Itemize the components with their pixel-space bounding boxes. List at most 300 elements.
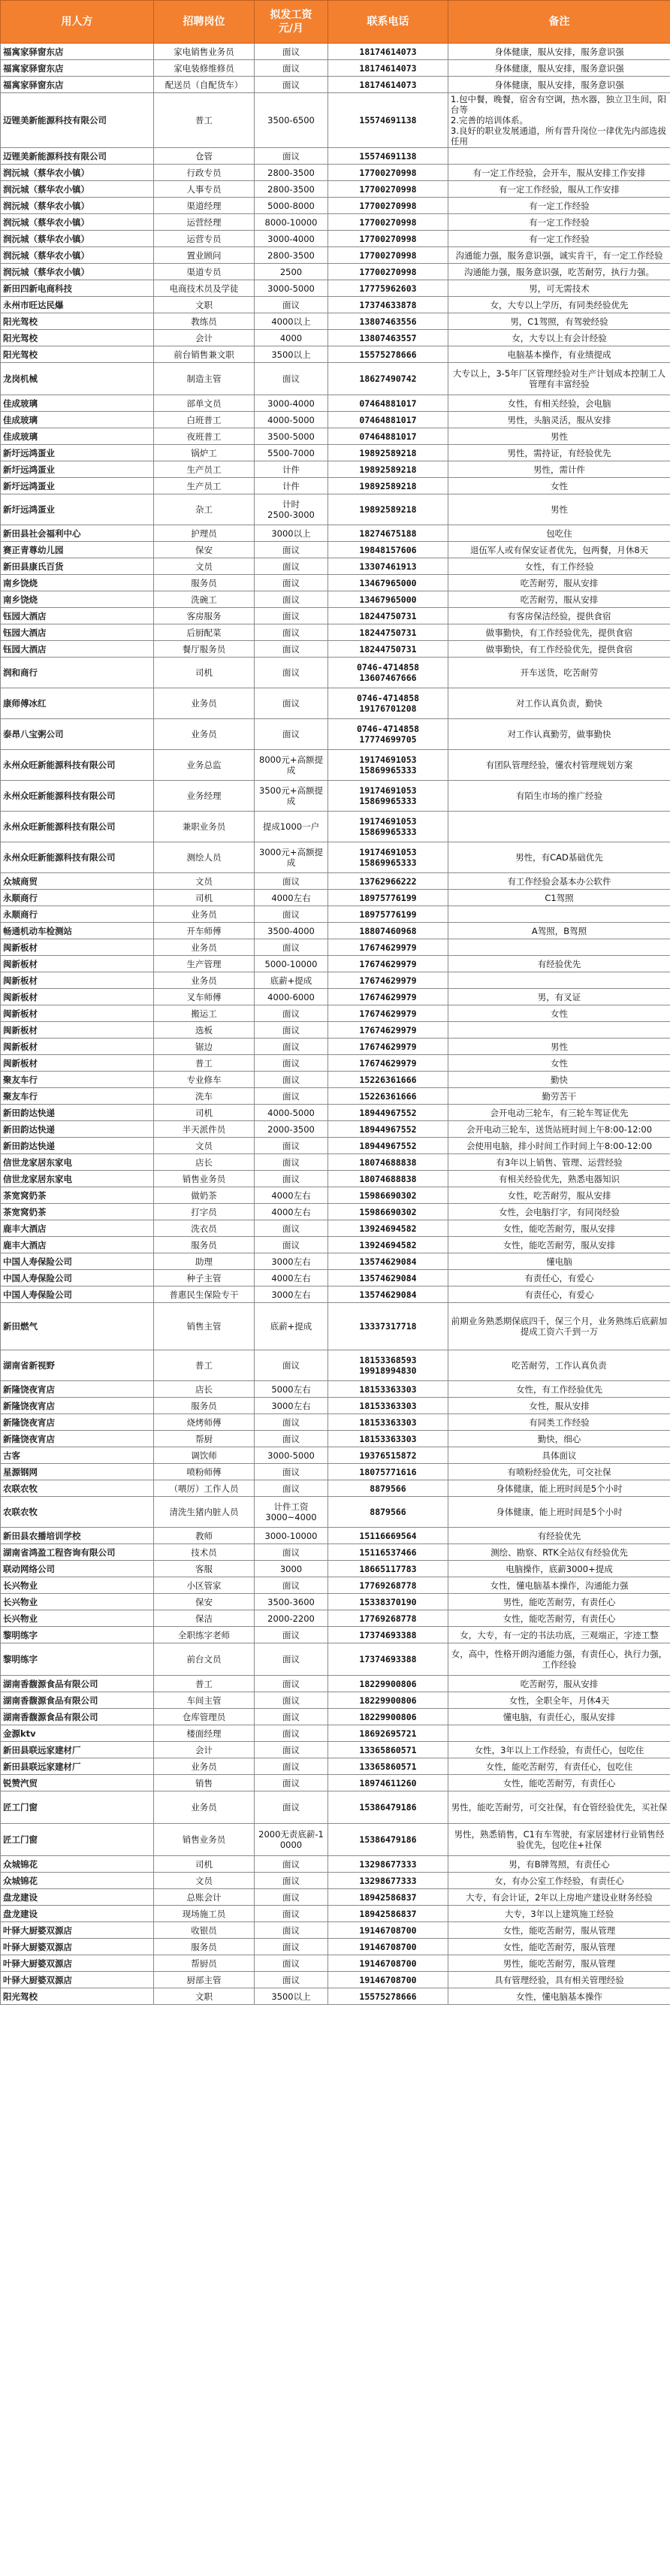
salary-cell: 面议 bbox=[255, 1676, 328, 1692]
salary-cell: 面议 bbox=[255, 906, 328, 923]
table-row bbox=[1, 1742, 670, 1758]
table-row bbox=[1, 1381, 670, 1398]
position-cell: 业务员 bbox=[154, 1791, 255, 1824]
table-row bbox=[1, 1237, 670, 1253]
table-row bbox=[1, 198, 670, 214]
phone-cell: 07464881017 bbox=[328, 428, 448, 445]
phone-cell: 15386479186 bbox=[328, 1824, 448, 1856]
position-cell: 普工 bbox=[154, 1055, 255, 1072]
phone-cell: 18153363303 bbox=[328, 1398, 448, 1414]
position-cell: 生产员工 bbox=[154, 461, 255, 478]
phone-cell: 18692695721 bbox=[328, 1725, 448, 1742]
employer-cell: 迈锂美新能源科技有限公司 bbox=[1, 148, 154, 165]
header-row bbox=[1, 1, 670, 44]
phone-cell: 18975776199 bbox=[328, 906, 448, 923]
position-cell: 运营专员 bbox=[154, 231, 255, 247]
phone-cell: 15986690302 bbox=[328, 1187, 448, 1204]
position-cell: 仓管 bbox=[154, 148, 255, 165]
position-cell: 服务员 bbox=[154, 1398, 255, 1414]
position-cell: 前台文员 bbox=[154, 1643, 255, 1676]
salary-cell: 2800-3500 bbox=[255, 247, 328, 264]
employer-cell: 佳成玻璃 bbox=[1, 395, 154, 412]
phone-cell: 13365860571 bbox=[328, 1742, 448, 1758]
employer-cell: 新田四新电商科技 bbox=[1, 280, 154, 297]
salary-cell: 面议 bbox=[255, 77, 328, 93]
salary-cell: 面议 bbox=[255, 1138, 328, 1154]
salary-cell: 面议 bbox=[255, 1906, 328, 1922]
phone-cell: 19376515872 bbox=[328, 1447, 448, 1464]
table-row bbox=[1, 478, 670, 494]
phone-cell: 13298677333 bbox=[328, 1873, 448, 1889]
employer-cell: 新隆饶夜宵店 bbox=[1, 1381, 154, 1398]
salary-cell: 面议 bbox=[255, 363, 328, 395]
note-cell: 女性，能吃苦耐劳，服从管理 bbox=[448, 1939, 670, 1955]
phone-cell: 17700270998 bbox=[328, 231, 448, 247]
header-note: 备注 bbox=[448, 1, 670, 44]
note-cell: 男性，能吃苦耐劳，有责任心 bbox=[448, 1594, 670, 1610]
position-cell: 帮厨员 bbox=[154, 1955, 255, 1972]
salary-cell: 3500以上 bbox=[255, 1988, 328, 2005]
phone-cell: 19146708700 bbox=[328, 1922, 448, 1939]
phone-cell: 17674629979 bbox=[328, 1022, 448, 1039]
employer-cell: 佳成玻璃 bbox=[1, 412, 154, 428]
table-row bbox=[1, 1906, 670, 1922]
note-cell: 男性 bbox=[448, 494, 670, 525]
employer-cell: 新田韵达快递 bbox=[1, 1121, 154, 1138]
salary-cell: 面议 bbox=[255, 1431, 328, 1447]
employer-cell: 永州众旺新能源科技有限公司 bbox=[1, 781, 154, 812]
phone-cell: 19146708700 bbox=[328, 1955, 448, 1972]
table-row bbox=[1, 781, 670, 812]
note-cell: 有团队管理经验，懂农村管理规划方案 bbox=[448, 750, 670, 781]
note-cell: 前期业务熟悉期保底四千，保三个月，业务熟练后底薪加提成工资六千到一万 bbox=[448, 1303, 670, 1350]
employer-cell: 阳光驾校 bbox=[1, 330, 154, 346]
employer-cell: 畅通机动车检测站 bbox=[1, 923, 154, 939]
note-cell: 男性 bbox=[448, 1039, 670, 1055]
position-cell: 收银员 bbox=[154, 1922, 255, 1939]
employer-cell: 众城锦花 bbox=[1, 1856, 154, 1873]
note-cell bbox=[448, 1725, 670, 1742]
position-cell: 半天派件员 bbox=[154, 1121, 255, 1138]
employer-cell: 永顺商行 bbox=[1, 906, 154, 923]
table-row bbox=[1, 93, 670, 148]
header-salary: 拟发工资 元/月 bbox=[255, 1, 328, 44]
phone-cell: 17374633878 bbox=[328, 297, 448, 313]
employer-cell: 新圩远鸿蛋业 bbox=[1, 461, 154, 478]
salary-cell: 面议 bbox=[255, 1643, 328, 1676]
note-cell: 身体健康，服从安排，服务意识强 bbox=[448, 60, 670, 77]
note-cell: 女性，能吃苦耐劳，有责任心 bbox=[448, 1610, 670, 1627]
note-cell: 电脑操作，底薪3000+提成 bbox=[448, 1561, 670, 1577]
employer-cell: 闽新板材 bbox=[1, 1055, 154, 1072]
employer-cell: 中国人寿保险公司 bbox=[1, 1270, 154, 1286]
position-cell: 现场施工员 bbox=[154, 1906, 255, 1922]
position-cell: 洗衣员 bbox=[154, 1220, 255, 1237]
note-cell: 做事勤快，有工作经验优先，提供食宿 bbox=[448, 641, 670, 658]
table-row bbox=[1, 1627, 670, 1643]
position-cell: 总账会计 bbox=[154, 1889, 255, 1906]
note-cell: 有陌生市场的推广经验 bbox=[448, 781, 670, 812]
position-cell: 普工 bbox=[154, 1676, 255, 1692]
employer-cell: 新隆饶夜宵店 bbox=[1, 1414, 154, 1431]
salary-cell: 5000左右 bbox=[255, 1381, 328, 1398]
phone-cell: 18229900806 bbox=[328, 1709, 448, 1725]
note-cell bbox=[448, 906, 670, 923]
note-cell: 女性，吃苦耐劳，服从安排 bbox=[448, 1187, 670, 1204]
salary-cell: 面议 bbox=[255, 1154, 328, 1171]
table-row bbox=[1, 1154, 670, 1171]
note-cell: 懂电脑，有责任心，服从安排 bbox=[448, 1709, 670, 1725]
table-row bbox=[1, 1643, 670, 1676]
position-cell: 教练员 bbox=[154, 313, 255, 330]
note-cell: 女性，懂电脑基本操作，沟通能力强 bbox=[448, 1577, 670, 1594]
employer-cell: 新圩远鸿蛋业 bbox=[1, 494, 154, 525]
employer-cell: 新田县联远家建材厂 bbox=[1, 1758, 154, 1775]
table-row bbox=[1, 1303, 670, 1350]
table-row bbox=[1, 972, 670, 989]
note-cell: 有经验优先 bbox=[448, 956, 670, 972]
position-cell: 店长 bbox=[154, 1381, 255, 1398]
note-cell: 女，大专以上学历，有同类经验优先 bbox=[448, 297, 670, 313]
position-cell: 后厨配菜 bbox=[154, 624, 255, 641]
note-cell: 女性 bbox=[448, 1055, 670, 1072]
employer-cell: 星源钢网 bbox=[1, 1464, 154, 1480]
position-cell: 前台销售兼文职 bbox=[154, 346, 255, 363]
employer-cell: 润沅城（蔡华农小镇） bbox=[1, 264, 154, 280]
salary-cell: 3000 bbox=[255, 1561, 328, 1577]
note-cell: 对工作认真负责，勤快 bbox=[448, 688, 670, 719]
note-cell: 男，可无需技术 bbox=[448, 280, 670, 297]
employer-cell: 锐赞汽贸 bbox=[1, 1775, 154, 1791]
phone-cell: 15574691138 bbox=[328, 93, 448, 148]
position-cell: 业务员 bbox=[154, 1758, 255, 1775]
table-row bbox=[1, 346, 670, 363]
employer-cell: 新田韵达快递 bbox=[1, 1138, 154, 1154]
position-cell: 行政专员 bbox=[154, 165, 255, 181]
employer-cell: 长兴物业 bbox=[1, 1577, 154, 1594]
position-cell: 销售业务员 bbox=[154, 1171, 255, 1187]
table-row bbox=[1, 1922, 670, 1939]
note-cell: 有客房保洁经验，提供食宿 bbox=[448, 608, 670, 624]
note-cell: 电脑基本操作，有业绩提成 bbox=[448, 346, 670, 363]
position-cell: 助理 bbox=[154, 1253, 255, 1270]
position-cell: 洗车 bbox=[154, 1088, 255, 1105]
phone-cell: 18944967552 bbox=[328, 1121, 448, 1138]
phone-cell: 17674629979 bbox=[328, 1005, 448, 1022]
position-cell: 杂工 bbox=[154, 494, 255, 525]
phone-cell: 13574629084 bbox=[328, 1270, 448, 1286]
salary-cell: 3000元+高额提成 bbox=[255, 842, 328, 873]
phone-cell: 15575278666 bbox=[328, 1988, 448, 2005]
position-cell: 文员 bbox=[154, 558, 255, 575]
table-row bbox=[1, 313, 670, 330]
salary-cell: 2000-2200 bbox=[255, 1610, 328, 1627]
salary-cell: 提成1000一户 bbox=[255, 812, 328, 842]
employer-cell: 钰园大酒店 bbox=[1, 641, 154, 658]
salary-cell: 面议 bbox=[255, 939, 328, 956]
phone-cell: 18942586837 bbox=[328, 1906, 448, 1922]
position-cell: 业务总监 bbox=[154, 750, 255, 781]
employer-cell: 湖南省新视野 bbox=[1, 1350, 154, 1381]
table-row bbox=[1, 542, 670, 558]
salary-cell: 面议 bbox=[255, 1758, 328, 1775]
position-cell: 普工 bbox=[154, 1350, 255, 1381]
employer-cell: 盘龙建设 bbox=[1, 1906, 154, 1922]
note-cell bbox=[448, 1022, 670, 1039]
employer-cell: 福寓家驿窗东店 bbox=[1, 44, 154, 60]
employer-cell: 金源ktv bbox=[1, 1725, 154, 1742]
note-cell: 有一定工作经验 bbox=[448, 198, 670, 214]
note-cell: 男性，能吃苦耐劳，可交社保，有仓管经验优先，买社保 bbox=[448, 1791, 670, 1824]
table-row bbox=[1, 395, 670, 412]
note-cell: 1.包中餐，晚餐，宿舍有空调，热水器，独立卫生间，阳台等 2.完善的培训体系。 3.良好的职业发展通道，所有晋升岗位一律优先内部选拔任用 bbox=[448, 93, 670, 148]
position-cell: 配送员（自配货车） bbox=[154, 77, 255, 93]
employer-cell: 鹿丰大酒店 bbox=[1, 1220, 154, 1237]
position-cell: 叉车师傅 bbox=[154, 989, 255, 1005]
position-cell: 客服 bbox=[154, 1561, 255, 1577]
table-row bbox=[1, 1594, 670, 1610]
salary-cell: 4000左右 bbox=[255, 1204, 328, 1220]
phone-cell: 17700270998 bbox=[328, 181, 448, 198]
salary-cell: 面议 bbox=[255, 1775, 328, 1791]
salary-cell: 面议 bbox=[255, 658, 328, 688]
note-cell: 女性，有相关经验，会电脑 bbox=[448, 395, 670, 412]
position-cell: 喷粉师傅 bbox=[154, 1464, 255, 1480]
salary-cell: 面议 bbox=[255, 1171, 328, 1187]
employer-cell: 闽新板材 bbox=[1, 939, 154, 956]
phone-cell: 18153363303 bbox=[328, 1381, 448, 1398]
table-row bbox=[1, 363, 670, 395]
note-cell: 女性，懂电脑基本操作 bbox=[448, 1988, 670, 2005]
table-row bbox=[1, 890, 670, 906]
position-cell: 清洗生猪内脏人员 bbox=[154, 1497, 255, 1528]
salary-cell: 面议 bbox=[255, 297, 328, 313]
table-row bbox=[1, 812, 670, 842]
table-row bbox=[1, 1561, 670, 1577]
table-row bbox=[1, 1253, 670, 1270]
salary-cell: 3000-4000 bbox=[255, 231, 328, 247]
salary-cell: 4000左右 bbox=[255, 1270, 328, 1286]
table-row bbox=[1, 44, 670, 60]
table-row bbox=[1, 641, 670, 658]
employer-cell: 叶驿大厨婆双源店 bbox=[1, 1922, 154, 1939]
note-cell: 做事勤快，有工作经验优先，提供食宿 bbox=[448, 624, 670, 641]
salary-cell: 3000-5000 bbox=[255, 1447, 328, 1464]
note-cell: 男性，有CAD基础优先 bbox=[448, 842, 670, 873]
employer-cell: 永州众旺新能源科技有限公司 bbox=[1, 842, 154, 873]
phone-cell: 13924694582 bbox=[328, 1237, 448, 1253]
phone-cell: 13298677333 bbox=[328, 1856, 448, 1873]
salary-cell: 面议 bbox=[255, 1414, 328, 1431]
salary-cell: 面议 bbox=[255, 1873, 328, 1889]
employer-cell: 阳光驾校 bbox=[1, 346, 154, 363]
employer-cell: 湖南香馥源食品有限公司 bbox=[1, 1676, 154, 1692]
position-cell: 保洁 bbox=[154, 1610, 255, 1627]
table-row bbox=[1, 750, 670, 781]
salary-cell: 面议 bbox=[255, 1791, 328, 1824]
note-cell: 具体面议 bbox=[448, 1447, 670, 1464]
salary-cell: 8000元+高额提成 bbox=[255, 750, 328, 781]
note-cell: 具有管理经验，具有相关管理经验 bbox=[448, 1972, 670, 1988]
table-row bbox=[1, 1988, 670, 2005]
table-row bbox=[1, 1873, 670, 1889]
salary-cell: 5000-8000 bbox=[255, 198, 328, 214]
table-row bbox=[1, 1088, 670, 1105]
note-cell: 有喷粉经验优先，可交社保 bbox=[448, 1464, 670, 1480]
phone-cell: 07464881017 bbox=[328, 412, 448, 428]
salary-cell: 3500-5000 bbox=[255, 428, 328, 445]
table-row bbox=[1, 1528, 670, 1544]
phone-cell: 19146708700 bbox=[328, 1939, 448, 1955]
salary-cell: 面议 bbox=[255, 1055, 328, 1072]
employer-cell: 龙岗机械 bbox=[1, 363, 154, 395]
note-cell: 吃苦耐劳，工作认真负责 bbox=[448, 1350, 670, 1381]
employer-cell: 黎明练字 bbox=[1, 1643, 154, 1676]
salary-cell: 3500-4000 bbox=[255, 923, 328, 939]
note-cell: 男，有B牌驾照，有责任心 bbox=[448, 1856, 670, 1873]
table-row bbox=[1, 1955, 670, 1972]
position-cell: 烧烤师傅 bbox=[154, 1414, 255, 1431]
note-cell: 身体健康，服从安排，服务意识强 bbox=[448, 77, 670, 93]
note-cell: 男性，需计件 bbox=[448, 461, 670, 478]
salary-cell: 3000-5000 bbox=[255, 280, 328, 297]
phone-cell: 17769268778 bbox=[328, 1577, 448, 1594]
phone-cell: 18244750731 bbox=[328, 608, 448, 624]
phone-cell: 18153363303 bbox=[328, 1431, 448, 1447]
phone-cell: 17769268778 bbox=[328, 1610, 448, 1627]
note-cell: 女性，有工作经验 bbox=[448, 558, 670, 575]
note-cell: 有责任心，有爱心 bbox=[448, 1270, 670, 1286]
position-cell: 普惠民生保险专干 bbox=[154, 1286, 255, 1303]
salary-cell: 5500-7000 bbox=[255, 445, 328, 461]
position-cell: 家电装修维修员 bbox=[154, 60, 255, 77]
salary-cell: 2000无责底薪-10000 bbox=[255, 1824, 328, 1856]
note-cell: 包吃住 bbox=[448, 525, 670, 542]
employer-cell: 匠工门窗 bbox=[1, 1791, 154, 1824]
salary-cell: 4000 bbox=[255, 330, 328, 346]
table-row bbox=[1, 1676, 670, 1692]
position-cell: 锅炉工 bbox=[154, 445, 255, 461]
note-cell: 会使用电脑，排小时间工作时间上午8:00-12:00 bbox=[448, 1138, 670, 1154]
note-cell: 女性，会电脑打字，有同岗经验 bbox=[448, 1204, 670, 1220]
table-row bbox=[1, 412, 670, 428]
note-cell: 身体健康，能上班时间是5个小时 bbox=[448, 1480, 670, 1497]
phone-cell: 15338370190 bbox=[328, 1594, 448, 1610]
salary-cell: 面议 bbox=[255, 608, 328, 624]
note-cell: 女，大专，有一定的书法功底，三观端正，字迹工整 bbox=[448, 1627, 670, 1643]
header-position: 招聘岗位 bbox=[154, 1, 255, 44]
phone-cell: 13574629084 bbox=[328, 1286, 448, 1303]
phone-cell: 18153368593 19918994830 bbox=[328, 1350, 448, 1381]
phone-cell: 17700270998 bbox=[328, 165, 448, 181]
table-row bbox=[1, 264, 670, 280]
note-cell: 男，C1驾照，有驾驶经验 bbox=[448, 313, 670, 330]
employer-cell: 润沅城（蔡华农小镇） bbox=[1, 214, 154, 231]
employer-cell: 润沅城（蔡华农小镇） bbox=[1, 165, 154, 181]
salary-cell: 面议 bbox=[255, 1725, 328, 1742]
header-employer: 用人方 bbox=[1, 1, 154, 44]
phone-cell: 19174691053 15869965333 bbox=[328, 750, 448, 781]
phone-cell: 15575278666 bbox=[328, 346, 448, 363]
position-cell: 普工 bbox=[154, 93, 255, 148]
table-row bbox=[1, 1414, 670, 1431]
phone-cell: 18942586837 bbox=[328, 1889, 448, 1906]
salary-cell: 4000左右 bbox=[255, 1187, 328, 1204]
position-cell: 开车师傅 bbox=[154, 923, 255, 939]
table-row bbox=[1, 1709, 670, 1725]
phone-cell: 18627490742 bbox=[328, 363, 448, 395]
note-cell: 女性，能吃苦耐劳，有责任心 bbox=[448, 1775, 670, 1791]
table-row bbox=[1, 494, 670, 525]
salary-cell: 2000-3500 bbox=[255, 1121, 328, 1138]
table-row bbox=[1, 1497, 670, 1528]
table-row bbox=[1, 1270, 670, 1286]
note-cell: 勤快 bbox=[448, 1072, 670, 1088]
note-cell: 女性，能吃苦耐劳，有责任心，包吃住 bbox=[448, 1758, 670, 1775]
table-row bbox=[1, 1398, 670, 1414]
employer-cell: 永州众旺新能源科技有限公司 bbox=[1, 812, 154, 842]
employer-cell: 润沅城（蔡华农小镇） bbox=[1, 198, 154, 214]
position-cell: 司机 bbox=[154, 658, 255, 688]
position-cell: 调饮师 bbox=[154, 1447, 255, 1464]
phone-cell: 17674629979 bbox=[328, 956, 448, 972]
table-row bbox=[1, 1480, 670, 1497]
employer-cell: 新隆饶夜宵店 bbox=[1, 1398, 154, 1414]
table-row bbox=[1, 688, 670, 719]
table-row bbox=[1, 575, 670, 591]
phone-cell: 13807463557 bbox=[328, 330, 448, 346]
position-cell: 兼职业务员 bbox=[154, 812, 255, 842]
position-cell: 全职练字老师 bbox=[154, 1627, 255, 1643]
salary-cell: 面议 bbox=[255, 641, 328, 658]
note-cell: 女性，有工作经验优先 bbox=[448, 1381, 670, 1398]
salary-cell: 3500元+高额提成 bbox=[255, 781, 328, 812]
phone-cell: 15116669564 bbox=[328, 1528, 448, 1544]
table-row bbox=[1, 297, 670, 313]
phone-cell: 17700270998 bbox=[328, 214, 448, 231]
table-row bbox=[1, 60, 670, 77]
table-row bbox=[1, 1577, 670, 1594]
employer-cell: 闽新板材 bbox=[1, 989, 154, 1005]
phone-cell: 19892589218 bbox=[328, 478, 448, 494]
salary-cell: 面议 bbox=[255, 1350, 328, 1381]
salary-cell: 面议 bbox=[255, 44, 328, 60]
table-row bbox=[1, 525, 670, 542]
salary-cell: 面议 bbox=[255, 1544, 328, 1561]
employer-cell: 阳光驾校 bbox=[1, 313, 154, 330]
salary-cell: 3000左右 bbox=[255, 1398, 328, 1414]
salary-cell: 面议 bbox=[255, 558, 328, 575]
table-row bbox=[1, 1072, 670, 1088]
table-row bbox=[1, 1105, 670, 1121]
note-cell: 勤劳苦干 bbox=[448, 1088, 670, 1105]
phone-cell: 13467965000 bbox=[328, 591, 448, 608]
note-cell: 有3年以上销售、管理、运营经验 bbox=[448, 1154, 670, 1171]
salary-cell: 面议 bbox=[255, 1022, 328, 1039]
salary-cell: 面议 bbox=[255, 1856, 328, 1873]
employer-cell: 闽新板材 bbox=[1, 972, 154, 989]
note-cell: 沟通能力强，服务意识强，吃苦耐劳，执行力强。 bbox=[448, 264, 670, 280]
position-cell: 仓库管理员 bbox=[154, 1709, 255, 1725]
salary-cell: 面议 bbox=[255, 1955, 328, 1972]
salary-cell: 面议 bbox=[255, 873, 328, 890]
salary-cell: 面议 bbox=[255, 1220, 328, 1237]
salary-cell: 面议 bbox=[255, 624, 328, 641]
phone-cell: 0746-4714858 19176701208 bbox=[328, 688, 448, 719]
table-row bbox=[1, 1791, 670, 1824]
employer-cell: 湖南香馥源食品有限公司 bbox=[1, 1692, 154, 1709]
note-cell: 女性 bbox=[448, 478, 670, 494]
